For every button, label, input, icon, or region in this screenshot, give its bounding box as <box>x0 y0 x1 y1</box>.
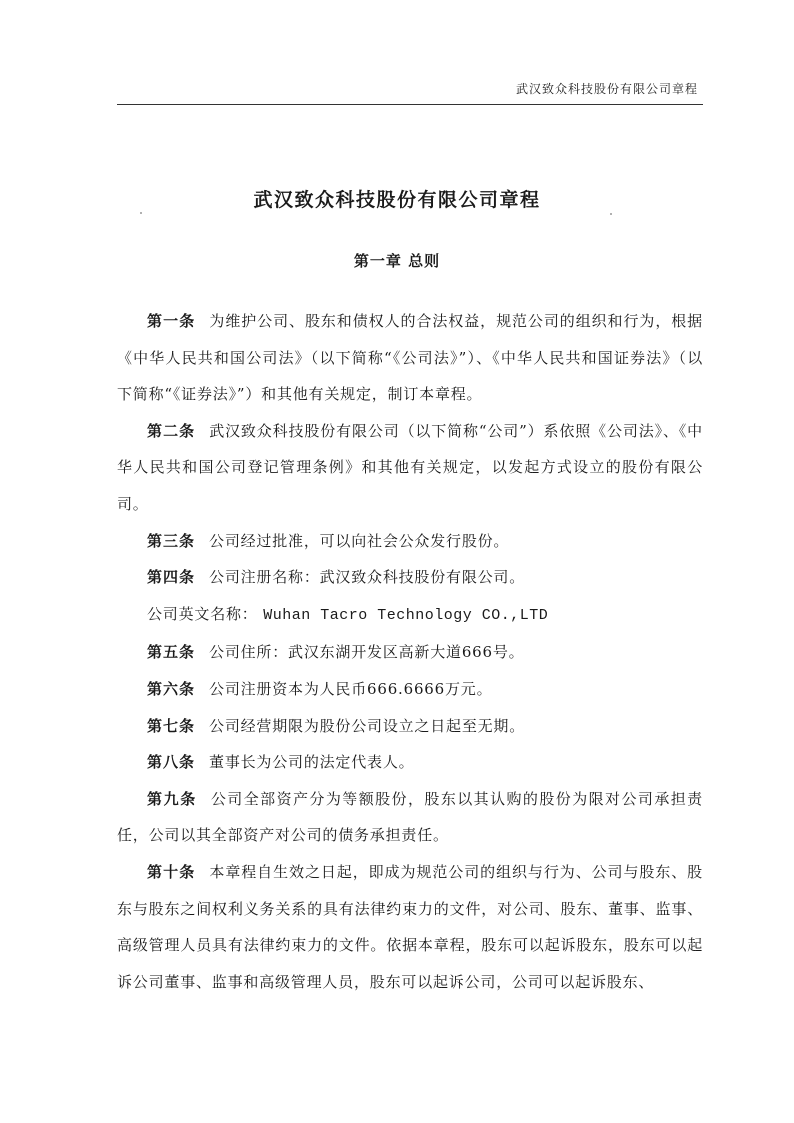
article-label: 第六条 <box>147 679 196 698</box>
article-text: 公司注册名称：武汉致众科技股份有限公司。 <box>209 568 526 587</box>
article-text: 公司经过批准，可以向社会公众发行股份。 <box>209 531 510 550</box>
article-3 <box>117 523 703 560</box>
article-label: 第八条 <box>147 753 196 772</box>
document-body <box>117 303 703 1000</box>
article-label: 第四条 <box>147 568 196 587</box>
article-6 <box>117 671 703 708</box>
header-rule <box>117 104 703 105</box>
article-label: 第三条 <box>147 531 196 550</box>
article-label: 第十条 <box>147 862 196 881</box>
article-8 <box>117 744 703 781</box>
running-header: 武汉致众科技股份有限公司章程 <box>515 82 698 96</box>
english-name-line <box>117 596 703 635</box>
article-text: 为维护公司、股东和债权人的合法权益，规范公司的组织和行为，根据《中华人民共和国公司法》（以下简称“《公司法》”）、《中华人民共和国证券法》（以下简称“《证券法》”）和其他有关规定，制订本章程。 <box>117 312 703 404</box>
article-label: 第一条 <box>147 312 196 330</box>
article-label: 第二条 <box>147 421 196 440</box>
article-2 <box>117 413 703 523</box>
article-text: 公司住所：武汉东湖开发区高新大道666号。 <box>209 643 525 662</box>
article-1 <box>117 303 703 413</box>
article-text: 武汉致众科技股份有限公司（以下简称“公司”）系依照《公司法》、《中华人民共和国公司登记管理条例》和其他有关规定，以发起方式设立的股份有限公司。 <box>117 421 703 513</box>
article-9 <box>117 781 703 854</box>
article-text: 公司全部资产分为等额股份，股东以其认购的股份为限对公司承担责任，公司以其全部资产对公司的债务承担责任。 <box>117 789 703 845</box>
article-5 <box>117 634 703 671</box>
chapter-heading: 第一章 总则 <box>353 252 441 270</box>
article-10 <box>117 854 703 1000</box>
scan-speck <box>610 213 612 215</box>
article-text: 本章程自生效之日起，即成为规范公司的组织与行为、公司与股东、股东与股东之间权利义务关系的具有法律约束力的文件，对公司、股东、董事、监事、高级管理人员具有法律约束力的文件。依据本章程，股东可以起诉股东，股东可以起诉公司董事、监事和高级管理人员，股东可以起诉公司，公司可以起诉股东、 <box>117 862 703 991</box>
english-name-label: 公司英文名称： <box>147 604 258 623</box>
article-7 <box>117 708 703 745</box>
english-name-value: Wuhan Tacro Technology CO.,LTD <box>263 606 549 624</box>
article-label: 第九条 <box>147 789 197 808</box>
article-label: 第五条 <box>147 643 196 662</box>
article-text: 公司经营期限为股份公司设立之日起至无期。 <box>209 716 526 735</box>
document-title: 武汉致众科技股份有限公司章程 <box>253 189 541 211</box>
scan-speck <box>140 212 142 214</box>
article-4 <box>117 559 703 596</box>
article-label: 第七条 <box>147 716 196 735</box>
article-text: 董事长为公司的法定代表人。 <box>209 753 415 772</box>
article-text: 公司注册资本为人民币666.6666万元。 <box>209 679 493 698</box>
